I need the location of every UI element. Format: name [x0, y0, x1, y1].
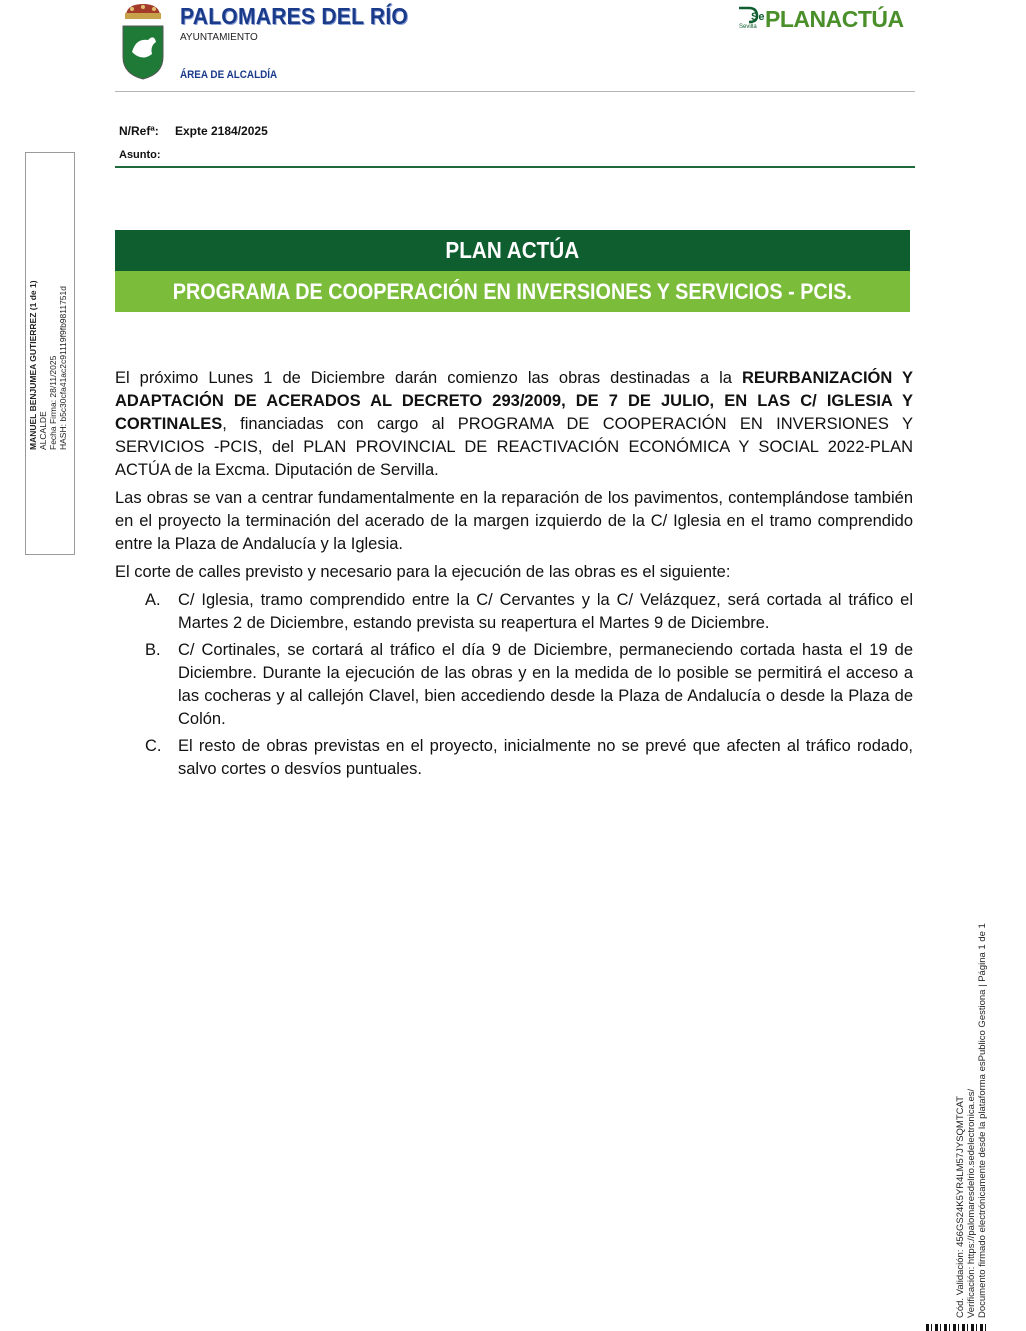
intro-text-bold: REURBANIZACIÓN Y ADAPTACIÓN DE ACERADOS AL DECRETO 293/2009, DE 7 DE JULIO, EN LAS C/ IGLESIA Y CORTINALES — [115, 369, 913, 433]
municipality-subtitle: AYUNTAMIENTO — [180, 32, 258, 43]
verification-url: Verificación: https://palomaresdelrio.sedelectronica.es/ — [966, 1088, 977, 1318]
list-marker: B. — [145, 641, 161, 659]
banner-title-band — [115, 230, 910, 271]
list-item — [115, 735, 913, 781]
reference-value: Expte 2184/2025 — [175, 124, 268, 138]
banner-subtitle-band — [115, 271, 910, 312]
validation-block — [955, 923, 988, 1318]
intro-text-start: El próximo Lunes 1 de Diciembre darán comienzo las obras destinadas a la — [115, 369, 742, 387]
list-item — [115, 639, 913, 731]
reference-divider — [115, 166, 915, 168]
department-area: ÁREA DE ALCALDÍA — [180, 69, 278, 81]
list-marker: C. — [145, 737, 162, 755]
list-text: C/ Iglesia, tramo comprendido entre la C/ Cervantes y la C/ Velázquez, será cortada al tráfico el Martes 2 de Diciembre, estando prevista su reapertura el Martes 9 de Diciembre. — [178, 591, 913, 632]
list-item — [115, 589, 913, 635]
svg-text:Se: Se — [751, 11, 765, 23]
municipality-name: PALOMARES DEL RÍO — [180, 3, 409, 29]
subject-label: Asunto: — [119, 149, 161, 161]
electronic-signature-note: Documento firmado electrónicamente desde la plataforma esPublico Gestiona | Página 1 de 1 — [977, 923, 988, 1318]
closures-list — [115, 589, 913, 781]
list-text: El resto de obras previstas en el proyecto, inicialmente no se prevé que afecten al tráfico rodado, salvo cortes o desvíos puntuales. — [178, 737, 913, 778]
intro-text-end: , financiadas con cargo al PROGRAMA DE COOPERACIÓN EN INVERSIONES Y SERVICIOS -PCIS, del PLAN PROVINCIAL DE REACTIVACIÓN ECONÓMICA Y SOCIAL 2022-PLAN ACTÚA de la Excma. Diputación de Servilla. — [115, 415, 913, 479]
header-divider — [115, 91, 915, 92]
paragraph-closures-intro: El corte de calles previsto y necesario para la ejecución de las obras es el siguiente: — [115, 563, 731, 581]
signer-role: ALCALDE — [38, 411, 48, 450]
document-body — [115, 367, 913, 785]
qr-code-icon — [926, 1324, 986, 1331]
list-text: C/ Cortinales, se cortará al tráfico el día 9 de Diciembre, permaneciendo cortada hasta el 19 de Diciembre. Durante la ejecución de las obras y en la medida de lo posible se permitirá el acceso a las cocheras y al callejón Clavel, bien accediendo desde la Plaza de Andalucía o desde la Plaza de Colón. — [178, 641, 913, 728]
paragraph-scope: Las obras se van a centrar fundamentalmente en la reparación de los pavimentos, contemplándose también en el proyecto la terminación del acerado de la margen izquierdo de la C/ Iglesia en el tramo comprendido entre la Plaza de Andalucía y la Iglesia. — [115, 489, 913, 553]
municipal-crest-icon — [118, 2, 168, 80]
signature-block — [28, 270, 68, 450]
validation-code: Cód. Validación: 456GS24K5YR4LM57JYSQMTCAT — [955, 1096, 966, 1318]
plan-actua-logo — [737, 4, 912, 34]
logo-brand-text: PLANACTÚA — [765, 6, 904, 32]
logo-small-text: Sevilla — [739, 24, 757, 30]
signature-date: Fecha Firma: 28/11/2025 — [48, 355, 58, 450]
reference-label: N/Refª: — [119, 124, 159, 138]
banner-title: PLAN ACTÚA — [445, 237, 580, 263]
title-banner — [115, 230, 910, 312]
list-marker: A. — [145, 591, 161, 609]
banner-subtitle: PROGRAMA DE COOPERACIÓN EN INVERSIONES Y SERVICIOS - PCIS. — [172, 278, 853, 304]
signer-name: MANUEL BENJUMEA GUTIERREZ (1 de 1) — [28, 280, 38, 450]
signature-hash: HASH: b5c30cfa41ac2c91119f9fb9811751d — [58, 286, 68, 450]
paragraph-intro — [115, 367, 913, 482]
